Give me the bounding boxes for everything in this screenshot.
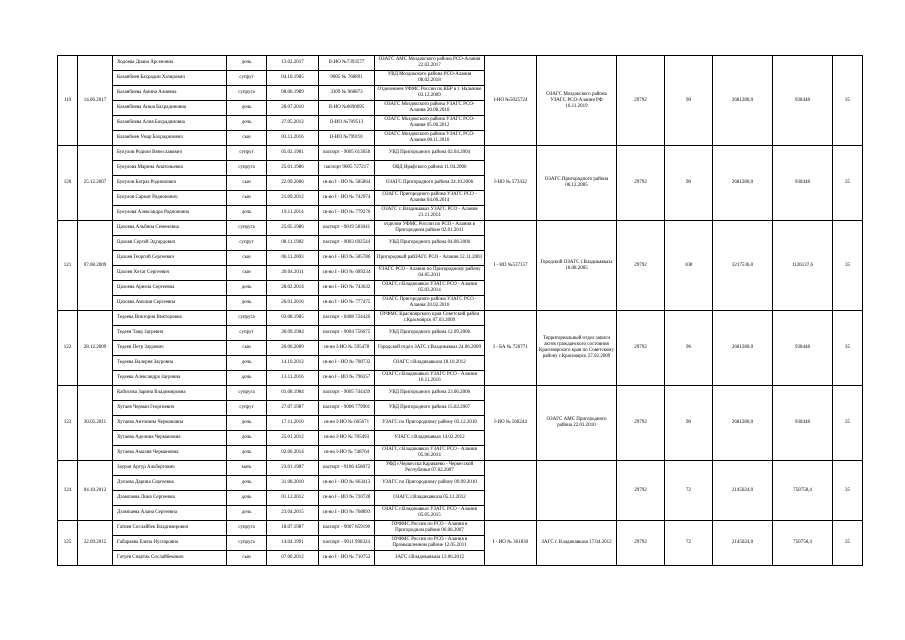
member-name-cell: Кабисова Зарина Владимировна — [113, 386, 227, 401]
member-relation-cell: дочь — [227, 476, 267, 491]
member-document-cell: II-ИО №7393577 — [319, 56, 375, 71]
member-issuer-cell: ОЗАГС г.Владикавказ УЗАГС РСО - Алания 16.11.2016 — [375, 371, 485, 386]
family-number-cell: 119 — [58, 56, 78, 146]
member-birthdate-cell: 27.05.2012 — [267, 116, 319, 131]
member-name-cell: Дзгоева Дарина Сергеевна — [113, 476, 227, 491]
family-c9-cell: 29792 — [617, 221, 665, 311]
member-issuer-cell: ОУФМС Красноярского края Советский район г.Красноярск 07.03.2009 — [375, 311, 485, 326]
member-birthdate-cell: 28.02.2014 — [267, 281, 319, 296]
member-relation-cell: дочь — [227, 431, 267, 446]
family-c9-cell: 29792 — [617, 311, 665, 386]
member-name-cell: Тедеев Петр Зауревич — [113, 341, 227, 356]
family-c11-cell: 2681280,0 — [713, 386, 773, 461]
family-c13-cell: 35 — [833, 221, 863, 311]
member-relation-cell: супруг — [227, 71, 267, 86]
family-c10-cell: 90 — [665, 56, 713, 146]
family-c9-cell: 29792 — [617, 521, 665, 566]
member-name-cell: Дзампаева Алана Сергеевна — [113, 506, 227, 521]
member-document-cell: паспорт - 9004 756675 — [319, 326, 375, 341]
member-name-cell: Хутаева Амалия Чермановна — [113, 446, 227, 461]
family-c12-cell: 938448 — [773, 311, 833, 386]
member-name-cell: Цахоева Альбина Семеновна — [113, 221, 227, 236]
member-document-cell: св-во I - НО № 777475 — [319, 296, 375, 311]
family-c12-cell: 938448 — [773, 146, 833, 221]
member-name-cell: Тедеева Виктория Викторовна — [113, 311, 227, 326]
table-row — [58, 311, 863, 326]
member-document-cell: св-во I - ИО № 663413 — [319, 476, 375, 491]
member-issuer-cell: УЗАГС РСО - Алания по Пригородному району 04.05.2011 — [375, 266, 485, 281]
member-relation-cell: супруга — [227, 311, 267, 326]
member-name-cell: Гатуев Спартак Сослайбекович — [113, 551, 227, 566]
member-document-cell: паспорт - 9005 613658 — [319, 146, 375, 161]
family-c11-cell: 2145024,0 — [713, 461, 773, 521]
member-name-cell: Казанбиева Алия Бахрадиновна — [113, 116, 227, 131]
member-name-cell: Цахоева Арнела Сергеевна — [113, 281, 227, 296]
member-issuer-cell: Отделением УФМС России по КБР в г. Нальчике 03.12.2009 — [375, 86, 485, 101]
member-name-cell: Цахоев Хетаг Сергеевич — [113, 266, 227, 281]
member-relation-cell: супруга — [227, 521, 267, 536]
family-c13-cell: 35 — [833, 386, 863, 461]
member-document-cell: паспорт - 9006 779901 — [319, 401, 375, 416]
family-c11-cell: 3217536,0 — [713, 221, 773, 311]
family-c10-cell: 90 — [665, 146, 713, 221]
member-relation-cell: сын — [227, 551, 267, 566]
member-issuer-cell: УВД Пригородного района 02.04.2004 — [375, 146, 485, 161]
member-name-cell: Казанбиева Амина Алиевна — [113, 86, 227, 101]
member-birthdate-cell: 17.11.2010 — [267, 416, 319, 431]
member-relation-cell: супруг — [227, 401, 267, 416]
member-document-cell: св-во I - НО № 689234 — [319, 266, 375, 281]
member-issuer-cell: ОЗАГС Моздокского района УЗАГС РСО-Алания 08.11.2016 — [375, 131, 485, 146]
member-birthdate-cell: 14.10.2012 — [267, 356, 319, 371]
family-number-cell: 121 — [58, 221, 78, 311]
member-name-cell: Дзампаева Лина Сергеевна — [113, 491, 227, 506]
member-document-cell: II-ИО №0690095 — [319, 101, 375, 116]
member-document-cell: 9005 № 768891 — [319, 71, 375, 86]
family-number-cell: 123 — [58, 386, 78, 461]
member-birthdate-cell: 25.05.1986 — [267, 221, 319, 236]
member-document-cell: св-во I - ИО № 720728 — [319, 491, 375, 506]
member-relation-cell: дочь — [227, 506, 267, 521]
member-relation-cell: мать — [227, 461, 267, 476]
member-issuer-cell: УЗАГС по Пригородному району 02.12.2010 — [375, 416, 485, 431]
member-issuer-cell: ОЗАГС г.Владикавказ УЗАГС РСО - Алания 05.05.2015 — [375, 506, 485, 521]
member-issuer-cell: УВД Пригородного района 04.08.2006 — [375, 236, 485, 251]
member-name-cell: Цахоев Георгий Сергеевич — [113, 251, 227, 266]
member-document-cell: св-во I - НО № 743632 — [319, 281, 375, 296]
member-birthdate-cell: 13.11.2016 — [267, 371, 319, 386]
family-doc-cell: I-HO № 573432 — [485, 146, 537, 221]
family-c9-cell: 29792 — [617, 461, 665, 521]
member-issuer-cell: ОЗАГС г. Владикавказ УЗАГС РСО - Алания 21.11.2014 — [375, 206, 485, 221]
table-body — [58, 56, 863, 566]
member-document-cell: паспорт 9005 727217 — [319, 161, 375, 176]
family-issuer-cell: Городской ОЗАГС г.Владикавказа 16.08.2005 — [537, 221, 617, 311]
member-birthdate-cell: 08.06.1989 — [267, 86, 319, 101]
member-birthdate-cell: 04.10.1985 — [267, 71, 319, 86]
member-name-cell: Цахоев Сергей Эдуардович — [113, 236, 227, 251]
member-issuer-cell: УВД Пригородного района 15.02.2007 — [375, 401, 485, 416]
table-row — [58, 56, 863, 71]
family-c9-cell: 29792 — [617, 146, 665, 221]
family-date-cell: 14.06.2017 — [78, 56, 113, 146]
member-relation-cell: дочь — [227, 101, 267, 116]
member-name-cell: Ходоева Диана Арсеновна — [113, 56, 227, 71]
family-date-cell: 28.12.2009 — [78, 311, 113, 386]
family-doc-cell: I - НО №537157 — [485, 221, 537, 311]
member-relation-cell: супруг — [227, 326, 267, 341]
family-c11-cell: 2681280,0 — [713, 311, 773, 386]
family-doc-cell — [485, 461, 537, 521]
member-birthdate-cell: 28.07.2010 — [267, 101, 319, 116]
family-date-cell: 22.09.2015 — [78, 521, 113, 566]
member-relation-cell: сын — [227, 266, 267, 281]
member-birthdate-cell: 13.02.2017 — [267, 56, 319, 71]
member-relation-cell: супруга — [227, 161, 267, 176]
member-relation-cell: супруг — [227, 236, 267, 251]
member-birthdate-cell: 21.09.2012 — [267, 191, 319, 206]
family-doc-cell: I - БА № 726771 — [485, 311, 537, 386]
member-issuer-cell: ОЗАГС Пригородного района УЗАГС РСО - Алания 04.06.2014 — [375, 191, 485, 206]
family-number-cell: 124 — [58, 461, 78, 521]
member-name-cell: Тедеева Валерия Зауровна — [113, 356, 227, 371]
member-issuer-cell: ОЗАГС г.Владикавказ УЗАГС РСО - Алания 05.03.2014 — [375, 281, 485, 296]
member-issuer-cell: Городской отдел ЗАГС г.Владикавказ 24.06.2009 — [375, 341, 485, 356]
family-doc-cell: I - ИО № 361830 — [485, 521, 537, 566]
family-c12-cell: 938448 — [773, 56, 833, 146]
member-document-cell: паспорт - 9003 692544 — [319, 236, 375, 251]
member-birthdate-cell: 06.11.2003 — [267, 251, 319, 266]
member-name-cell: Казанбиев Бахрадин Хазирович — [113, 71, 227, 86]
member-birthdate-cell: 01.08.1984 — [267, 386, 319, 401]
table-row — [58, 146, 863, 161]
family-date-cell: 30.05.2011 — [78, 386, 113, 461]
member-issuer-cell: ОЗАГС г.Владикавказа 18.10.2012 — [375, 356, 485, 371]
member-issuer-cell: ОЗАГС Моздокского района УЗАГС РСО-Алания 05.06.2012 — [375, 116, 485, 131]
member-relation-cell: супруг — [227, 146, 267, 161]
family-c10-cell: 72 — [665, 461, 713, 521]
family-issuer-cell: ОЗАГС АМС Пригородного района 22.01.2010 — [537, 386, 617, 461]
member-document-cell: св-во I - НО № 585786 — [319, 251, 375, 266]
family-number-cell: 125 — [58, 521, 78, 566]
member-birthdate-cell: 23.01.1987 — [267, 461, 319, 476]
member-issuer-cell: УФД г.Черкесска Карачаево - Черкесской Республики 07.02.2007 — [375, 461, 485, 476]
family-number-cell: 122 — [58, 311, 78, 386]
member-name-cell: Хутаева Аделина Чермановна — [113, 431, 227, 446]
member-relation-cell: сын — [227, 251, 267, 266]
member-issuer-cell: ОВД Ирафского района 11.04.2006 — [375, 161, 485, 176]
family-c10-cell: 108 — [665, 221, 713, 311]
member-birthdate-cell: 03.08.1985 — [267, 311, 319, 326]
family-date-cell: 25.12.2007 — [78, 146, 113, 221]
member-issuer-cell: отделом УФМС России по РСО - Алания в Пригородном районе 02.01.2011 — [375, 221, 485, 236]
member-relation-cell: сын — [227, 176, 267, 191]
member-birthdate-cell: 26.01.2016 — [267, 296, 319, 311]
member-document-cell: св-во I-ИО № 705493 — [319, 431, 375, 446]
member-document-cell: II-ИО №799191 — [319, 131, 375, 146]
member-birthdate-cell: 01.12.2012 — [267, 491, 319, 506]
member-name-cell: Цахоева Амалия Сергеевна — [113, 296, 227, 311]
member-issuer-cell: ОУФМС России по РСО - Алания в Промышленном районе 12.05.2011 — [375, 536, 485, 551]
member-document-cell: 3309 № 968873 — [319, 86, 375, 101]
member-issuer-cell: УВД Пригородного района 23.06.2006 — [375, 386, 485, 401]
member-relation-cell: дочь — [227, 416, 267, 431]
member-document-cell: паспорт - 9106 458072 — [319, 461, 375, 476]
member-name-cell: Гатиев Сослайбек Владимирович — [113, 521, 227, 536]
member-relation-cell: супруга — [227, 221, 267, 236]
member-birthdate-cell: 05.02.1981 — [267, 146, 319, 161]
family-c13-cell: 35 — [833, 461, 863, 521]
member-birthdate-cell: 18.07.1987 — [267, 521, 319, 536]
family-c13-cell: 35 — [833, 146, 863, 221]
member-name-cell: Букулова Александра Родионовна — [113, 206, 227, 221]
member-issuer-cell: Пригородный райЗАГС РСО - Алания 12.11.2003 — [375, 251, 485, 266]
family-c10-cell: 72 — [665, 521, 713, 566]
table-row — [58, 386, 863, 401]
member-document-cell: паспорт - 9005 744439 — [319, 386, 375, 401]
member-issuer-cell: ОЗАГС Моздокского района УЗАГС РСО-Алания 20.08.2010 — [375, 101, 485, 116]
member-relation-cell: сын — [227, 341, 267, 356]
member-name-cell: Букулова Марина Анатольевна — [113, 161, 227, 176]
member-birthdate-cell: 20.04.2011 — [267, 266, 319, 281]
member-name-cell: Зауров Артур Альбертович — [113, 461, 227, 476]
family-doc-cell: I-HO №5025724 — [485, 56, 537, 146]
member-issuer-cell: ЗАГС г.Владикавказа 13.06.2012 — [375, 551, 485, 566]
member-name-cell: Казанбиев Умар Бахрадинович — [113, 131, 227, 146]
member-birthdate-cell: 25.01.2012 — [267, 431, 319, 446]
member-name-cell: Букулов Батраз Родионович — [113, 176, 227, 191]
member-birthdate-cell: 14.04.1991 — [267, 536, 319, 551]
table-row — [58, 461, 863, 476]
member-relation-cell: супруга — [227, 386, 267, 401]
family-number-cell: 120 — [58, 146, 78, 221]
family-c12-cell: 1126137,6 — [773, 221, 833, 311]
member-relation-cell: дочь — [227, 296, 267, 311]
member-relation-cell: дочь — [227, 206, 267, 221]
member-birthdate-cell: 23.04.2015 — [267, 506, 319, 521]
family-doc-cell: I-ИО № 568244 — [485, 386, 537, 461]
member-relation-cell: дочь — [227, 491, 267, 506]
member-relation-cell: дочь — [227, 446, 267, 461]
member-document-cell: св-во I - ИО № 796357 — [319, 371, 375, 386]
family-c11-cell: 2681280,0 — [713, 146, 773, 221]
member-birthdate-cell: 25.01.1986 — [267, 161, 319, 176]
member-document-cell: св-во I-ИО № 595478 — [319, 341, 375, 356]
member-document-cell: паспорт - 9019 583041 — [319, 221, 375, 236]
member-birthdate-cell: 22.09.2006 — [267, 176, 319, 191]
member-document-cell: св-во I - ИО № 585864 — [319, 176, 375, 191]
member-birthdate-cell: 03.11.2016 — [267, 131, 319, 146]
member-relation-cell: супруга — [227, 86, 267, 101]
member-name-cell: Букулов Родион Вячеславович — [113, 146, 227, 161]
member-document-cell: II-ИО №709513 — [319, 116, 375, 131]
member-birthdate-cell: 31.08.2010 — [267, 476, 319, 491]
member-relation-cell: сын — [227, 191, 267, 206]
member-issuer-cell: УЗАГС по Пригородному району 09.09.2010 — [375, 476, 485, 491]
family-c9-cell: 29792 — [617, 386, 665, 461]
family-issuer-cell: ОЗАГС Пригородного района 06.12.2005 — [537, 146, 617, 221]
family-issuer-cell: ОЗАГС Моздокского района УЗАГС РСО-Алания РФ 16.11.2019 — [537, 56, 617, 146]
member-issuer-cell: ОЗАГС Пригородного района УЗАГС РСО - Алания 20.02.2016 — [375, 296, 485, 311]
member-name-cell: Хутаев Черман Георгиевич — [113, 401, 227, 416]
member-document-cell: паспорт - 0408 724426 — [319, 311, 375, 326]
member-name-cell: Тедеева Александра Зауровна — [113, 371, 227, 386]
member-name-cell: Тедеев Таир Зауревич — [113, 326, 227, 341]
member-document-cell: св-во I - ИО № 779276 — [319, 206, 375, 221]
member-relation-cell: супруга — [227, 536, 267, 551]
member-relation-cell: дочь — [227, 56, 267, 71]
member-relation-cell: сын — [227, 131, 267, 146]
member-issuer-cell: УВД Моздокского района РСО-Алания 08.02.2018 — [375, 71, 485, 86]
member-name-cell: Габараева Елена Нугзаровна — [113, 536, 227, 551]
member-issuer-cell: ОЗАГС АМС Моздокского района РСО-Алания 22.02.2017 — [375, 56, 485, 71]
member-issuer-cell: УВД Пригородного района 12.09.2006 — [375, 326, 485, 341]
member-name-cell: Букулов Сармат Родионович — [113, 191, 227, 206]
member-name-cell: Казанбиева Аиша Бахрадиновна — [113, 101, 227, 116]
member-relation-cell: дочь — [227, 371, 267, 386]
member-issuer-cell: ОЗАГС г.Владикавказа 05.12.2012 — [375, 491, 485, 506]
member-birthdate-cell: 30.09.1984 — [267, 326, 319, 341]
family-c11-cell: 2145024,0 — [713, 521, 773, 566]
member-document-cell: св-во I - ИО № 768893 — [319, 506, 375, 521]
member-issuer-cell: ОЗАГС г.Владикавказ УЗАГС РСО - Алания 05.06.2014 — [375, 446, 485, 461]
member-relation-cell: дочь — [227, 356, 267, 371]
member-birthdate-cell: 02.06.2014 — [267, 446, 319, 461]
member-document-cell: св-во I - ИО № 742974 — [319, 191, 375, 206]
family-c13-cell: 35 — [833, 311, 863, 386]
table-row — [58, 521, 863, 536]
member-birthdate-cell: 19.11.2014 — [267, 206, 319, 221]
member-document-cell: св-во I-ИО № 665671 — [319, 416, 375, 431]
family-c10-cell: 90 — [665, 386, 713, 461]
family-date-cell: 04.10.2012 — [78, 461, 113, 521]
family-c13-cell: 35 — [833, 521, 863, 566]
member-relation-cell: дочь — [227, 281, 267, 296]
member-birthdate-cell: 07.06.2012 — [267, 551, 319, 566]
families-table — [57, 55, 863, 566]
member-document-cell: паспорт - 9007 859190 — [319, 521, 375, 536]
family-c12-cell: 750758,4 — [773, 521, 833, 566]
member-document-cell: св-во I - ИО № 710752 — [319, 551, 375, 566]
family-c13-cell: 35 — [833, 56, 863, 146]
member-birthdate-cell: 08.11.1982 — [267, 236, 319, 251]
member-issuer-cell: УЗАГС г.Владикавказ 14.02.2012 — [375, 431, 485, 446]
member-issuer-cell: ОУФМС России по РСО - Алания в Пригородном районе 06.08.2007 — [375, 521, 485, 536]
member-document-cell: св-во I-ИО № 748764 — [319, 446, 375, 461]
family-issuer-cell — [537, 461, 617, 521]
family-issuer-cell: ЗАГС г. Владикавказа 17.04.2012 — [537, 521, 617, 566]
member-name-cell: Хутаева Антонина Чермановна — [113, 416, 227, 431]
family-c12-cell: 938448 — [773, 386, 833, 461]
member-birthdate-cell: 27.07.1987 — [267, 401, 319, 416]
member-document-cell: паспорт - 9011 998324 — [319, 536, 375, 551]
family-c10-cell: 96 — [665, 311, 713, 386]
document-sheet — [57, 55, 862, 566]
member-issuer-cell: ОЗАГС Пригородного района 24.10.2006 — [375, 176, 485, 191]
table-row — [58, 221, 863, 236]
family-date-cell: 07.08.2009 — [78, 221, 113, 311]
family-c11-cell: 2681280,0 — [713, 56, 773, 146]
family-issuer-cell: Территориальный отдел записи актов гражданского состояния Красноярского края по Советскому району г.Красноярск 27.02.2009 — [537, 311, 617, 386]
member-document-cell: св-во I - ИО № 708732 — [319, 356, 375, 371]
family-c9-cell: 29792 — [617, 56, 665, 146]
member-birthdate-cell: 20.06.2009 — [267, 341, 319, 356]
family-c12-cell: 750758,4 — [773, 461, 833, 521]
member-relation-cell: дочь — [227, 116, 267, 131]
